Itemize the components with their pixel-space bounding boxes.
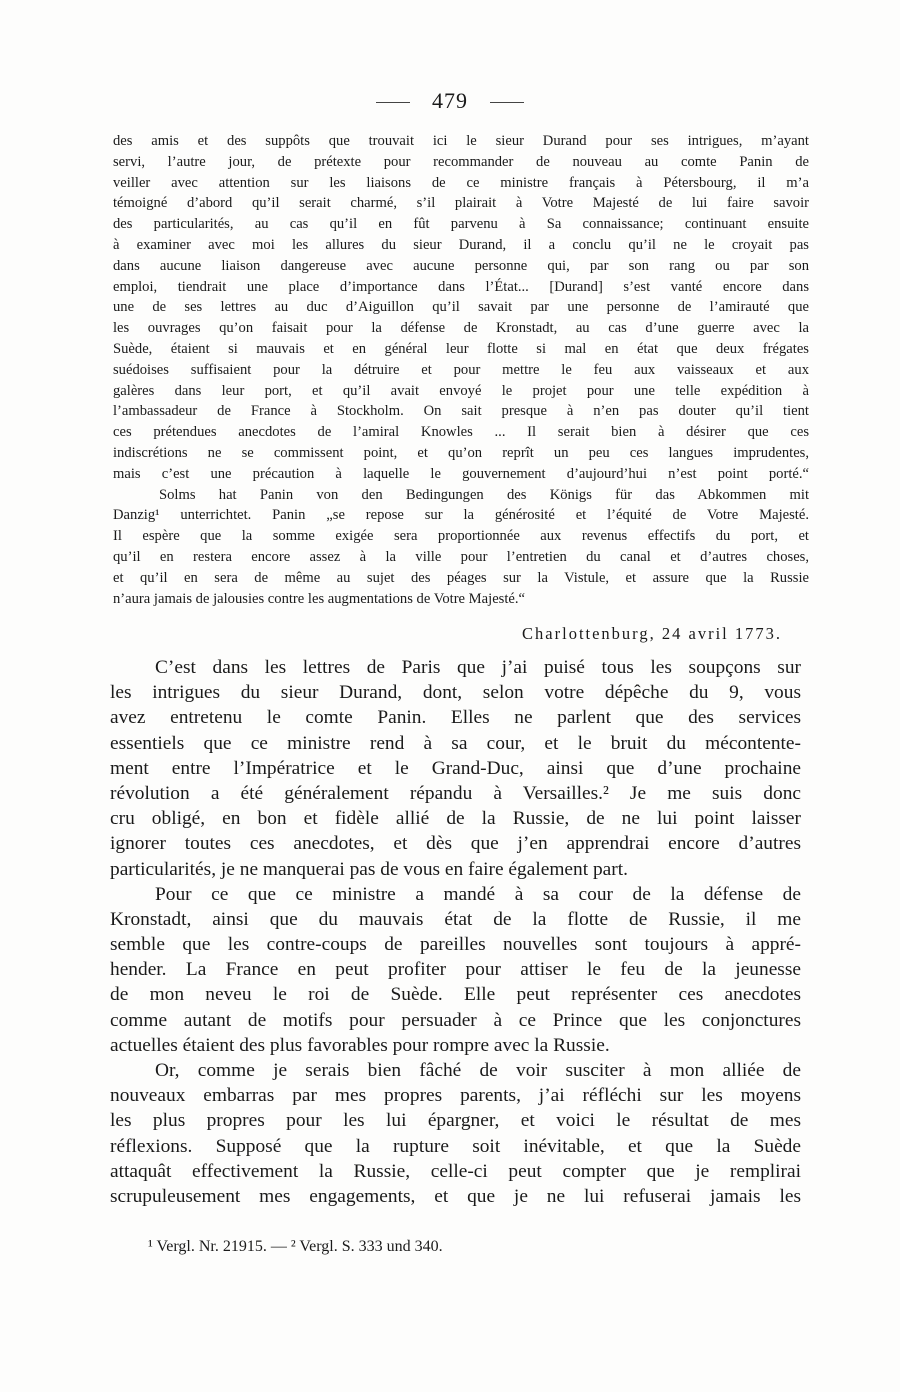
letter-body [110,655,801,1209]
para1-line: les intrigues du sieur Durand, dont, selon votre dépêche du 9, vous [110,682,801,704]
para3-line: attaquât effectivement la Russie, celle-ci peut compter que je remplirai [110,1160,801,1182]
extract-line: servi, l’autre jour, de prétexte pour recommander de nouveau au comte Panin de [113,153,809,170]
extract-line: indiscrétions ne se commissent point, et qu’on reprît un peu ces langues imprudentes, [113,444,809,461]
para2-line: comme autant de motifs pour persuader à ce Prince que les conjonctures [110,1009,801,1031]
extract-line: une de ses lettres au duc d’Aiguillon qu’il savait par une personne de l’amirauté que [113,299,809,316]
extract-line: des amis et des suppôts que trouvait ici le sieur Durand pour ses intrigues, m’ayant [113,133,809,149]
para2-line: de mon neveu le roi de Suède. Elle peut représenter ces anecdotes [110,984,801,1006]
extract-line: les ouvrages qu’on faisait pour la défense de Kronstadt, au cas d’une guerre avec la [113,320,809,337]
solms-line: et qu’il en sera de même au sujet des péages sur la Vistule, et assure que la Russie [113,569,809,586]
extract-line: galères dans leur port, et qu’il avait envoyé le projet pour une telle expédition à [113,382,809,399]
extract-line: suédoises suffisaient pour la détruire et pour mettre le feu aux vaisseaux et aux [113,361,809,378]
dateline: Charlottenburg, 24 avril 1773. [522,624,782,643]
page-header [0,88,900,114]
solms-line: Solms hat Panin von den Bedingungen des Königs für das Abkommen mit [159,486,809,503]
para1-line: révolution a été généralement répandu à Versailles.² Je me suis donc [110,782,801,804]
para3-line: Or, comme je serais bien fâché de voir susciter à mon alliée de [155,1060,801,1081]
para2-line: actuelles étaient des plus favorables pour rompre avec la Russie. [110,1034,610,1056]
extract-line: Suède, étaient si mauvais et en général leur flotte si mal en état que deux frégates [113,340,809,357]
para1-line: avez entretenu le comte Panin. Elles ne parlent que des services [110,707,801,729]
para3-line: réflexions. Supposé que la rupture soit inévitable, et que la Suède [110,1135,801,1157]
extract-line: emploi, tiendrait une place d’importance dans l’État... [Durand] s’est vanté encore dans [113,278,809,295]
para1-line: C’est dans les lettres de Paris que j’ai puisé tous les soupçons sur [155,657,801,678]
para3-line: les plus propres pour les lui épargner, et voici le résultat de mes [110,1110,801,1132]
extract-line: témoigné d’abord qu’il serait charmé, s’il plairait à Votre Majesté de lui faire savoir [113,195,809,212]
para3-line: scrupuleusement mes engagements, et que je ne lui refuserai jamais les [110,1185,801,1207]
para2-line: Pour ce que ce ministre a mandé à sa cour de la défense de [155,883,801,905]
solms-line: Danzig¹ unterrichtet. Panin „se repose sur la générosité et l’équité de Votre Majesté. [113,507,809,524]
para3-line: nouveaux embarras par mes propres parents, j’ai réfléchi sur les moyens [110,1085,801,1107]
para1-line: essentiels que ce ministre rend à sa cour, et le bruit du mécontente- [110,732,801,754]
extract-line: mais c’est une précaution à laquelle le gouvernement d’aujourd’hui n’est point porté.“ [113,465,809,482]
extract-line: l’ambassadeur de France à Stockholm. On sait presque à n’en pas douter qu’il tient [113,403,809,420]
para1-line: particularités, je ne manquerai pas de vous en faire également part. [110,858,628,880]
extract-line: veiller avec attention sur les liaisons de ce ministre français à Pétersbourg, il m’a [113,174,809,191]
solms-line: qu’il en restera encore assez à la ville pour l’entretien du canal et d’autres choses, [113,548,809,565]
solms-line: Il espère que la somme exigée sera proportionnée aux revenus effectifs du port, et [113,528,809,545]
page-number: 479 [432,88,468,113]
solms-line: n’aura jamais de jalousies contre les augmentations de Votre Majesté.“ [113,590,526,607]
extract-line: ces prétendues anecdotes de l’amiral Knowles ... Il serait bien à désirer que ces [113,424,809,441]
para2-line: hender. La France en peut profiter pour attiser le feu de la jeunesse [110,959,801,981]
header-rule-left [376,102,410,103]
header-rule-right [490,102,524,103]
extract-line: à examiner avec moi les allures du sieur Durand, il a conclu qu’il ne le croyait pas [113,236,809,253]
para2-line: Kronstadt, ainsi que du mauvais état de la flotte de Russie, il me [110,908,801,930]
para1-line: ment entre l’Impératrice et le Grand-Duc, ainsi que d’une prochaine [110,757,801,779]
para1-line: cru obligé, en bon et fidèle allié de la Russie, de ne lui point laisser [110,808,801,830]
para2-line: semble que les contre-coups de pareilles nouvelles sont toujours à appré- [110,934,801,956]
letter-extract [113,131,809,609]
footnotes: ¹ Vergl. Nr. 21915. — ² Vergl. S. 333 und 340. [148,1238,443,1255]
extract-line: dans aucune liaison dangereuse avec aucune personne qui, par son rang ou par son [113,257,809,274]
para1-line: ignorer toutes ces anecdotes, et dès que j’en apprendrai encore d’autres [110,833,801,855]
extract-line: des particularités, au cas qu’il en fût parvenu à Sa connaissance; continuant ensuite [113,216,809,233]
